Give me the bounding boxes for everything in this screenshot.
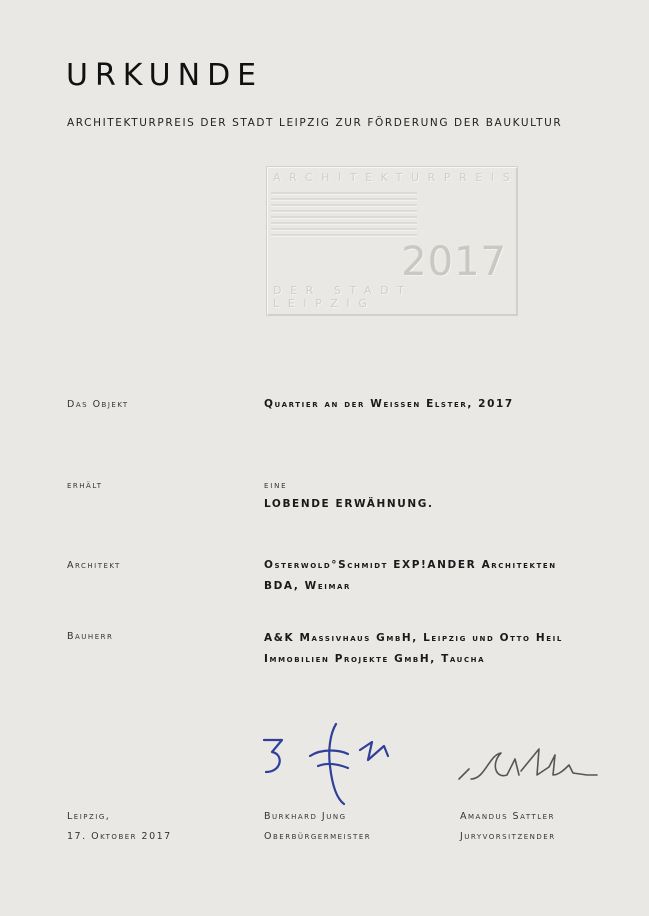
place-date-block: [67, 807, 172, 847]
signer-1-name: Burkhard Jung: [264, 811, 347, 822]
seal-bottom-text: DER STADT LEIPZIG: [273, 284, 413, 310]
erhaelt-label: erhält: [67, 480, 103, 491]
objekt-value: Quartier an der Weissen Elster, 2017: [264, 398, 514, 410]
date: 17. Oktober 2017: [67, 831, 172, 842]
embossed-award-seal: [266, 166, 518, 316]
document-title: URKUNDE: [66, 58, 264, 93]
objekt-label: Das Objekt: [67, 399, 129, 410]
signer-2-role: Juryvorsitzender: [460, 831, 556, 842]
bauherr-line-1: A&K Massivhaus GmbH, Leipzig und Otto Heil: [264, 632, 563, 644]
document-subtitle: ARCHITEKTURPREIS DER STADT LEIPZIG ZUR FÖRDERUNG DER BAUKULTUR: [67, 117, 563, 129]
place: Leipzig,: [67, 811, 111, 822]
architekt-line-2: BDA, Weimar: [264, 580, 352, 592]
signature-sattler: [455, 745, 605, 790]
architekt-line-1: Osterwold°Schmidt EXP!ANDER Architekten: [264, 559, 557, 571]
signer-1-block: [264, 807, 371, 847]
seal-stripes: [271, 189, 421, 249]
signature-jung: [252, 710, 412, 810]
seal-year: 2017: [401, 239, 507, 285]
signer-2-name: Amandus Sattler: [460, 811, 555, 822]
bauherr-line-2: Immobilien Projekte GmbH, Taucha: [264, 653, 486, 665]
seal-top-text: ARCHITEKTURPREIS: [273, 171, 519, 184]
signer-2-block: [460, 807, 556, 847]
erhaelt-prefix: eine: [264, 480, 288, 491]
signer-1-role: Oberbürgermeister: [264, 831, 372, 842]
award-value: LOBENDE ERWÄHNUNG.: [264, 498, 434, 510]
bauherr-label: Bauherr: [67, 631, 114, 642]
architekt-label: Architekt: [67, 560, 121, 571]
